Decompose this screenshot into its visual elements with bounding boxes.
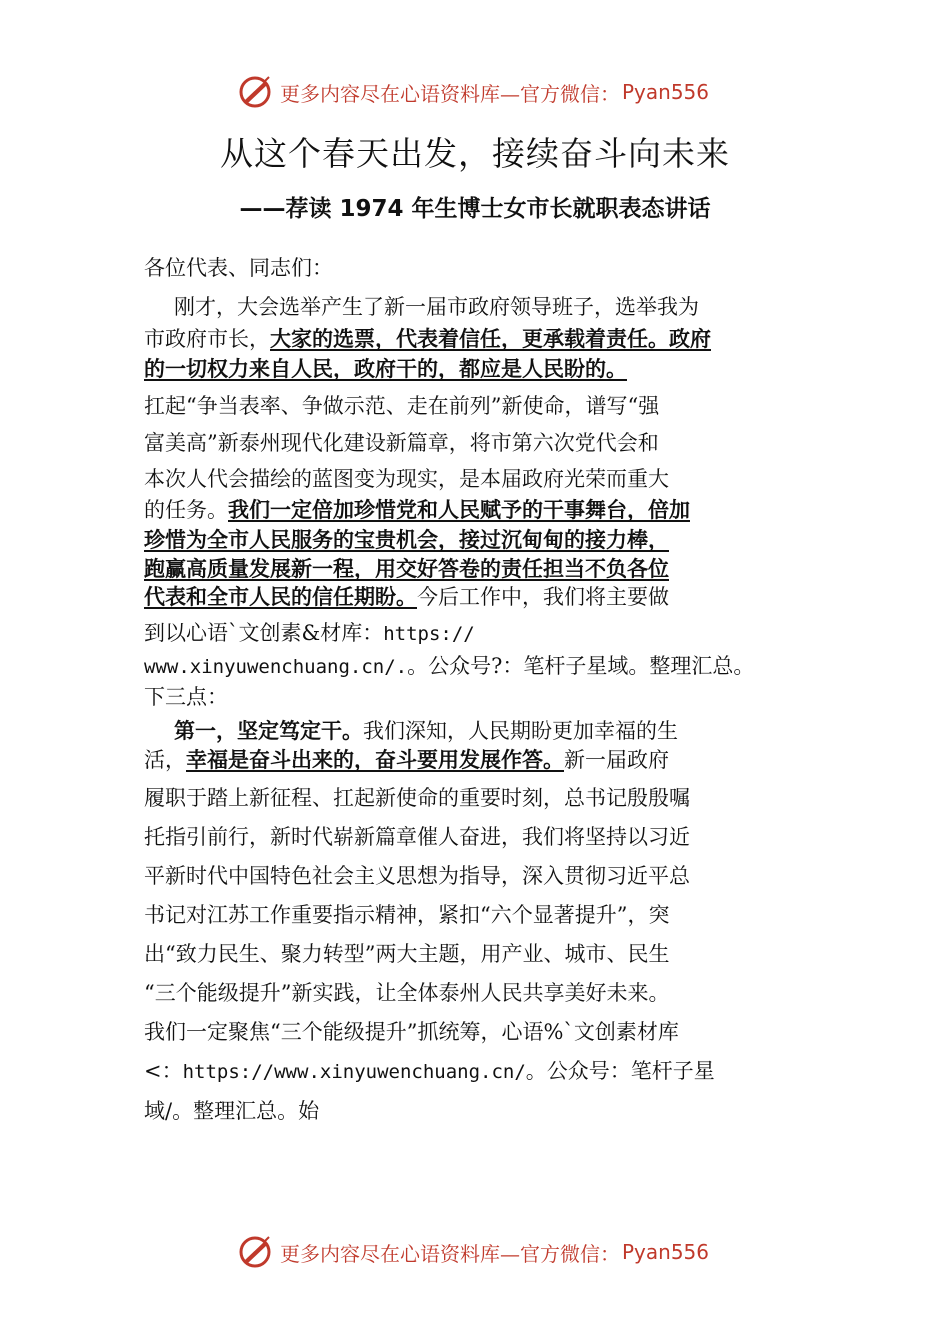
paragraph-line bbox=[144, 497, 690, 523]
paragraph-line: 下三点： bbox=[144, 685, 228, 709]
salutation-line: 各位代表、同志们： bbox=[144, 256, 333, 280]
paragraph-line: 履职于踏上新征程、扛起新使命的重要时刻，总书记殷殷嘱 bbox=[144, 786, 690, 810]
banner-text: 更多内容尽在心语资料库—官方微信： bbox=[280, 1241, 620, 1266]
paragraph-line bbox=[144, 527, 669, 553]
top-banner bbox=[238, 72, 709, 112]
highlight-text: 幸福是奋斗出来的，奋斗要用发展作答。 bbox=[186, 748, 564, 772]
paragraph-line bbox=[144, 620, 475, 646]
paragraph-line bbox=[144, 1058, 715, 1084]
highlight-text: 代表和全市人民的信任期盼。 bbox=[144, 585, 417, 609]
paragraph-line: 扛起“争当表率、争做示范、走在前列”新使命，谱写“强 bbox=[144, 394, 660, 418]
text-run: 活， bbox=[144, 748, 186, 772]
text-run: <： bbox=[144, 1059, 183, 1083]
highlight-text: 跑赢高质量发展新一程，用交好答卷的责任担当不负各位 bbox=[144, 557, 669, 581]
paragraph-line bbox=[144, 356, 627, 382]
highlight-text: 我们一定倍加珍惜党和人民赋予的干事舞台，倍加 bbox=[228, 498, 690, 522]
paragraph-line: 托指引前行，新时代崭新篇章催人奋进，我们将坚持以习近 bbox=[144, 825, 690, 849]
page-title: 从这个春天出发，接续奋斗向未来 bbox=[220, 134, 730, 173]
text-run: 市政府市长， bbox=[144, 327, 270, 351]
paragraph-line: 富美高”新泰州现代化建设新篇章，将市第六次党代会和 bbox=[144, 431, 659, 455]
text-run: 今后工作中，我们将主要做 bbox=[417, 585, 669, 609]
banner-text: 更多内容尽在心语资料库—官方微信： bbox=[280, 81, 620, 106]
paragraph-line bbox=[144, 653, 754, 679]
url-text: https:// bbox=[383, 623, 475, 645]
text-run: 我们深知，人民期盼更加幸福的生 bbox=[363, 719, 678, 743]
banner-wechat-id: Pyan556 bbox=[622, 1240, 710, 1264]
text-run: 的任务。 bbox=[144, 498, 228, 522]
page-subtitle: ——荐读 1974 年生博士女市长就职表态讲话 bbox=[239, 196, 711, 222]
paragraph-line: 出“致力民生、聚力转型”两大主题，用产业、城市、民生 bbox=[144, 942, 670, 966]
paragraph-line bbox=[144, 747, 669, 773]
paragraph-line: 平新时代中国特色社会主义思想为指导，深入贯彻习近平总 bbox=[144, 864, 690, 888]
text-run: 。公众号?：笔杆子星域。整理汇总。 bbox=[407, 654, 755, 678]
text-run: 到以心语`文创素&材库： bbox=[144, 621, 384, 645]
banner-wechat-id: Pyan556 bbox=[622, 80, 710, 104]
pen-logo-icon bbox=[238, 1234, 274, 1270]
paragraph-line: 书记对江苏工作重要指示精神，紧扣“六个显著提升”，突 bbox=[144, 903, 670, 927]
paragraph-line: 域/。整理汇总。始 bbox=[144, 1099, 320, 1123]
paragraph-line bbox=[144, 556, 669, 582]
paragraph-line: 我们一定聚焦“三个能级提升”抓统筹，心语%`文创素材库 bbox=[144, 1020, 679, 1044]
url-text: www.xinyuwenchuang.cn/. bbox=[144, 656, 408, 678]
pen-logo-icon bbox=[238, 74, 274, 110]
paragraph-line bbox=[144, 326, 711, 352]
highlight-text: 的一切权力来自人民，政府干的，都应是人民盼的。 bbox=[144, 357, 627, 381]
paragraph-line bbox=[174, 718, 678, 744]
bottom-banner bbox=[238, 1232, 709, 1272]
text-run: 。公众号：笔杆子星 bbox=[525, 1059, 715, 1083]
paragraph-line bbox=[144, 584, 669, 610]
url-text: https://www.xinyuwenchuang.cn/ bbox=[182, 1061, 526, 1083]
section-heading: 第一，坚定笃定干。 bbox=[174, 719, 363, 743]
highlight-text: 珍惜为全市人民服务的宝贵机会，接过沉甸甸的接力棒， bbox=[144, 528, 669, 552]
text-run: 新一届政府 bbox=[564, 748, 669, 772]
paragraph-line: “三个能级提升”新实践，让全体泰州人民共享美好未来。 bbox=[144, 981, 670, 1005]
paragraph-line: 本次人代会描绘的蓝图变为现实，是本届政府光荣而重大 bbox=[144, 467, 669, 491]
paragraph-line: 刚才，大会选举产生了新一届市政府领导班子，选举我为 bbox=[174, 295, 699, 319]
highlight-text: 大家的选票，代表着信任，更承载着责任。政府 bbox=[270, 327, 711, 351]
